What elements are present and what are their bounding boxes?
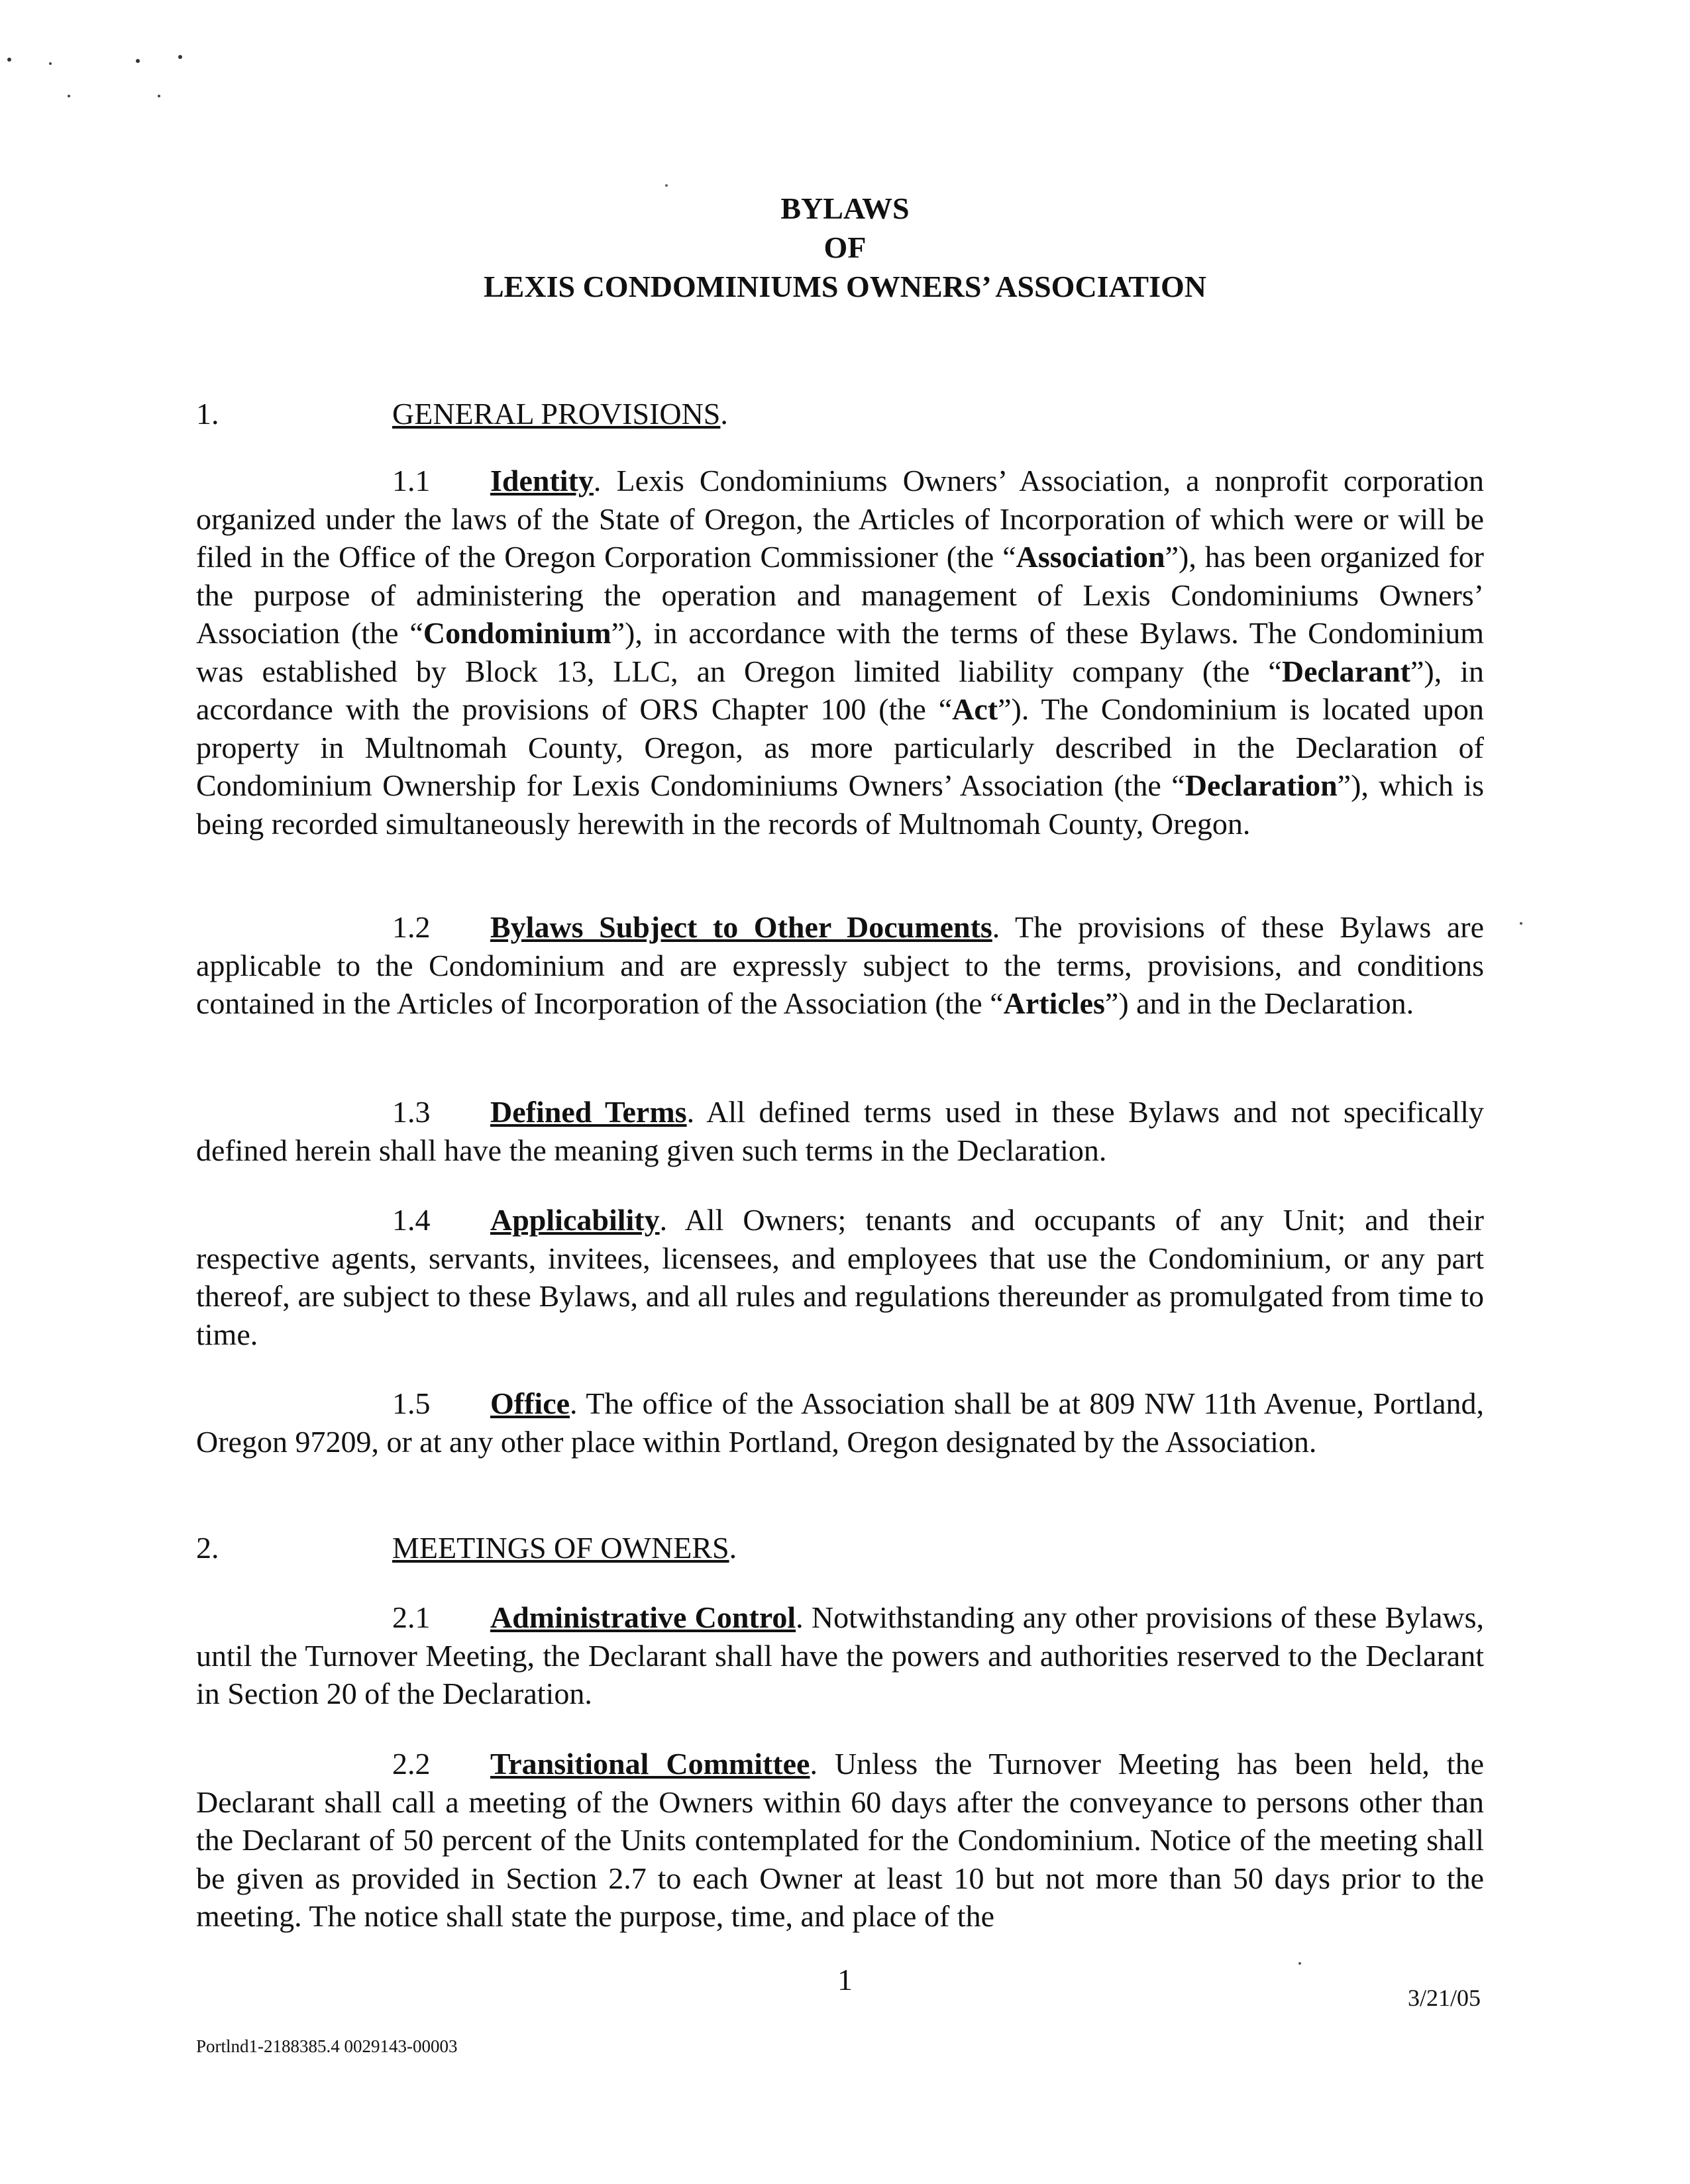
defined-term: Declaration <box>1185 768 1338 802</box>
subsection-title: Applicability <box>490 1203 660 1237</box>
body-text: Notwithstanding any other provisions of these Bylaws, until the Turnover Meeting, the Declarant shall have the powers and authorities reserved to the Declarant in Section 20 of the Declaration. <box>196 1600 1484 1710</box>
subsection-title-suffix: . <box>810 1747 818 1781</box>
defined-term: Articles <box>1003 986 1105 1020</box>
document-title-line-1: BYLAWS <box>780 191 910 225</box>
subsection-title-suffix: . <box>992 910 1000 944</box>
subsection-2-1 <box>196 1598 1484 1713</box>
subsection-title-suffix: . <box>593 464 602 497</box>
document-date: 3/21/05 <box>1407 1985 1481 2011</box>
section-number: 2. <box>196 1531 219 1565</box>
subsection-title: Transitional Committee <box>490 1747 810 1781</box>
defined-term: Act <box>952 692 998 726</box>
body-text: The office of the Association shall be at 809 NW 11th Avenue, Portland, Oregon 97209, or at any other place within Portland, Oregon designated by the Association. <box>196 1386 1484 1459</box>
subsection-title: Administrative Control <box>490 1600 796 1634</box>
section-heading-suffix: . <box>729 1531 737 1565</box>
section-heading-suffix: . <box>720 397 728 431</box>
subsection-1-5 <box>196 1384 1484 1461</box>
section-heading-text: MEETINGS OF OWNERS <box>392 1531 729 1565</box>
subsection-number: 1.2 <box>392 910 431 944</box>
subsection-title: Defined Terms <box>490 1095 687 1129</box>
subsection-number: 1.4 <box>392 1203 431 1237</box>
subsection-number: 1.5 <box>392 1386 431 1420</box>
subsection-number: 2.2 <box>392 1747 431 1781</box>
body-text: ”), has been organized for the purpose of administering the operation and management of Lexis Condominiums Owners’ Association (the “ <box>196 540 1485 650</box>
defined-term: Condominium <box>423 616 611 650</box>
document-id: Portlnd1-2188385.4 0029143-00003 <box>196 2036 458 2056</box>
subsection-2-2 <box>196 1745 1484 1936</box>
body-text: ”). The Condominium is located upon property in Multnomah County, Oregon, as more particularly described in the Declaration of Condominium Ownership for Lexis Condominiums Owners’ Association (the “ <box>196 692 1484 802</box>
defined-term: Declarant <box>1281 654 1410 688</box>
subsection-title-suffix: . <box>570 1386 578 1420</box>
subsection-title: Office <box>490 1386 570 1420</box>
subsection-title-suffix: . <box>659 1203 668 1237</box>
document-title-line-3: LEXIS CONDOMINIUMS OWNERS’ ASSOCIATION <box>484 270 1206 303</box>
section-2-heading <box>196 1529 737 1567</box>
subsection-title: Bylaws Subject to Other Documents <box>490 910 992 944</box>
body-text: All defined terms used in these Bylaws and not specifically defined herein shall have the meaning given such terms in the Declaration. <box>196 1095 1484 1167</box>
subsection-title-suffix: . <box>796 1600 804 1634</box>
subsection-1-4 <box>196 1201 1484 1353</box>
body-text: Lexis Condominiums Owners’ Association, a nonprofit corporation organized under the laws of the State of Oregon, the Articles of Incorporation of which were or will be filed in the Office of the Oregon Corporation Commissioner (the “ <box>196 464 1484 574</box>
subsection-title: Identity <box>490 464 594 497</box>
body-text: ”), which is being recorded simultaneously herewith in the records of Multnomah County, Oregon. <box>196 768 1484 841</box>
page-number: 1 <box>837 1963 853 1997</box>
body-text: The provisions of these Bylaws are applicable to the Condominium and are expressly subject to the terms, provisions, and conditions contained in the Articles of Incorporation of the Association (the “ <box>196 910 1484 1020</box>
body-text: Unless the Turnover Meeting has been held, the Declarant shall call a meeting of the Owners within 60 days after the conveyance to persons other than the Declarant of 50 percent of the Units contemplated for the Condominium. Notice of the meeting shall be given as provided in Section 2.7 to each Owner at least 10 but not more than 50 days prior to the meeting. The notice shall state the purpose, time, and place of the <box>196 1747 1484 1933</box>
subsection-title-suffix: . <box>686 1095 695 1129</box>
section-1-heading <box>196 395 728 433</box>
body-text: All Owners; tenants and occupants of any Unit; and their respective agents, servants, invitees, licensees, and employees that use the Condominium, or any part thereof, are subject to these Bylaws, and all rules and regulations thereunder as promulgated from time to time. <box>196 1203 1484 1351</box>
document-title-line-2: OF <box>823 231 867 264</box>
body-text: ”), in accordance with the provisions of ORS Chapter 100 (the “ <box>196 654 1484 726</box>
section-number: 1. <box>196 397 219 431</box>
section-heading-text: GENERAL PROVISIONS <box>392 397 721 431</box>
subsection-1-1 <box>196 462 1484 843</box>
subsection-number: 1.3 <box>392 1095 431 1129</box>
body-text: ”), in accordance with the terms of these Bylaws. The Condominium was established by Block 13, LLC, an Oregon limited liability company (the “ <box>196 616 1484 688</box>
subsection-1-3 <box>196 1093 1484 1169</box>
subsection-number: 2.1 <box>392 1600 431 1634</box>
subsection-1-2 <box>196 908 1484 1023</box>
body-text: ”) and in the Declaration. <box>1104 986 1414 1020</box>
subsection-number: 1.1 <box>392 464 431 497</box>
defined-term: Association <box>1016 540 1165 574</box>
